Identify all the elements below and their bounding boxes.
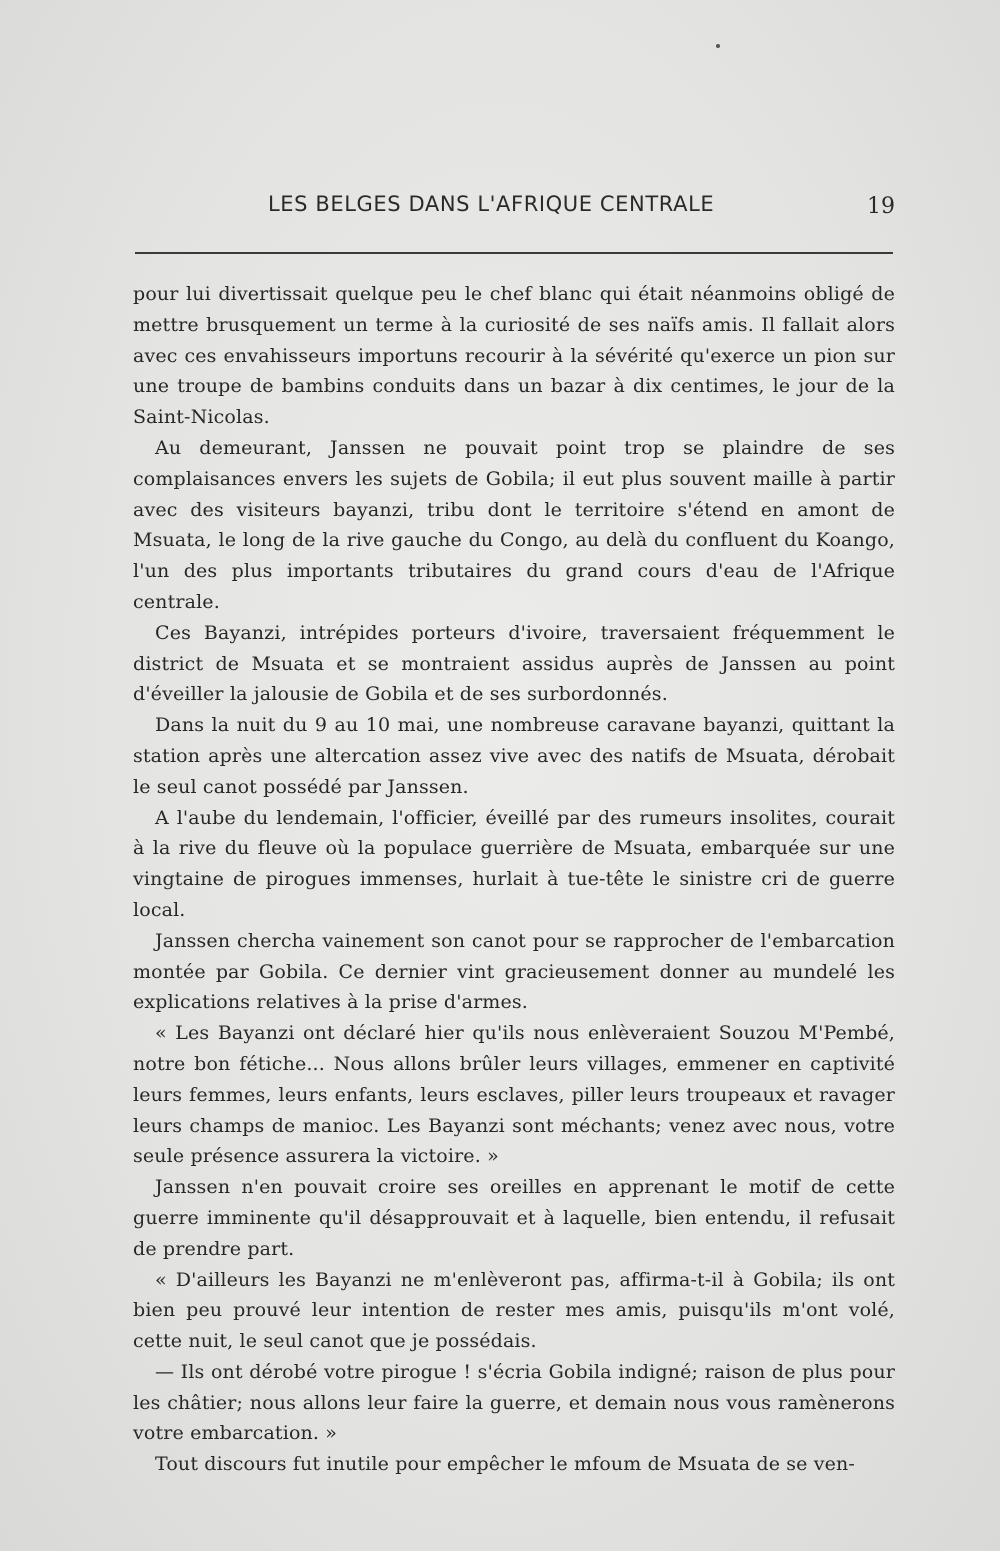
body-text [133, 279, 895, 1480]
paragraph: Dans la nuit du 9 au 10 mai, une nombreuse caravane bayanzi, quittant la station après une altercation assez vive avec des natifs de Msuata, dérobait le seul canot possédé par Janssen. [133, 714, 895, 798]
paragraph: Tout discours fut inutile pour empêcher le mfoum de Msuata de se ven- [155, 1453, 855, 1476]
paragraph: pour lui divertissait quelque peu le chef blanc qui était néanmoins obligé de mettre brusquement un terme à la curiosité de ses naïfs amis. Il fallait alors avec ces envahisseurs importuns recourir à la sévérité qu'exerce un pion sur une troupe de bambins conduits dans un bazar à dix centimes, le jour de la Saint-Nicolas. [133, 283, 895, 429]
paragraph: Ces Bayanzi, intrépides porteurs d'ivoire, traversaient fréquemment le district de Msuata et se montraient assidus auprès de Janssen au point d'éveiller la jalousie de Gobila et de ses surbordonnés. [133, 621, 895, 706]
page-number: 19 [867, 194, 895, 219]
paragraph: A l'aube du lendemain, l'officier, éveillé par des rumeurs insolites, courait à la rive du fleuve où la populace guerrière de Msuata, embarquée sur une vingtaine de pirogues immenses, hurlait à tue-tête le sinistre cri de guerre local. [133, 806, 895, 921]
paragraph: « Les Bayanzi ont déclaré hier qu'ils nous enlèveraient Souzou M'Pembé, notre bon fétiche... Nous allons brûler leurs villages, emmener en captivité leurs femmes, leurs enfants, leurs esclaves, piller leurs troupeaux et ravager leurs champs de manioc. Les Bayanzi sont méchants; venez avec nous, votre seule présence assurera la victoire. » [133, 1022, 895, 1168]
paragraph: « D'ailleurs les Bayanzi ne m'enlèveront pas, affirma-t-il à Gobila; ils ont bien peu prouvé leur intention de rester mes amis, puisqu'ils m'ont volé, cette nuit, le seul canot que je possédais. [133, 1268, 895, 1353]
header-rule [135, 252, 893, 254]
running-title: LES BELGES DANS L'AFRIQUE CENTRALE [268, 192, 715, 216]
page-header [135, 192, 895, 228]
ink-speck [716, 44, 720, 48]
paragraph: Au demeurant, Janssen ne pouvait point trop se plaindre de ses complaisances envers les sujets de Gobila; il eut plus souvent maille à partir avec des visiteurs bayanzi, tribu dont le territoire s'étend en amont de Msuata, le long de la rive gauche du Congo, au delà du confluent du Koango, l'un des plus importants tributaires du grand cours d'eau de l'Afrique centrale. [133, 436, 895, 613]
paragraph: — Ils ont dérobé votre pirogue ! s'écria Gobila indigné; raison de plus pour les châtier; nous allons leur faire la guerre, et demain nous vous ramènerons votre embarcation. » [133, 1360, 895, 1445]
paragraph: Janssen n'en pouvait croire ses oreilles en apprenant le motif de cette guerre imminente qu'il désapprouvait et à laquelle, bien entendu, il refusait de prendre part. [133, 1176, 895, 1260]
paragraph: Janssen chercha vainement son canot pour se rapprocher de l'embarcation montée par Gobila. Ce dernier vint gracieusement donner au mundelé les explications relatives à la prise d'armes. [133, 929, 895, 1014]
